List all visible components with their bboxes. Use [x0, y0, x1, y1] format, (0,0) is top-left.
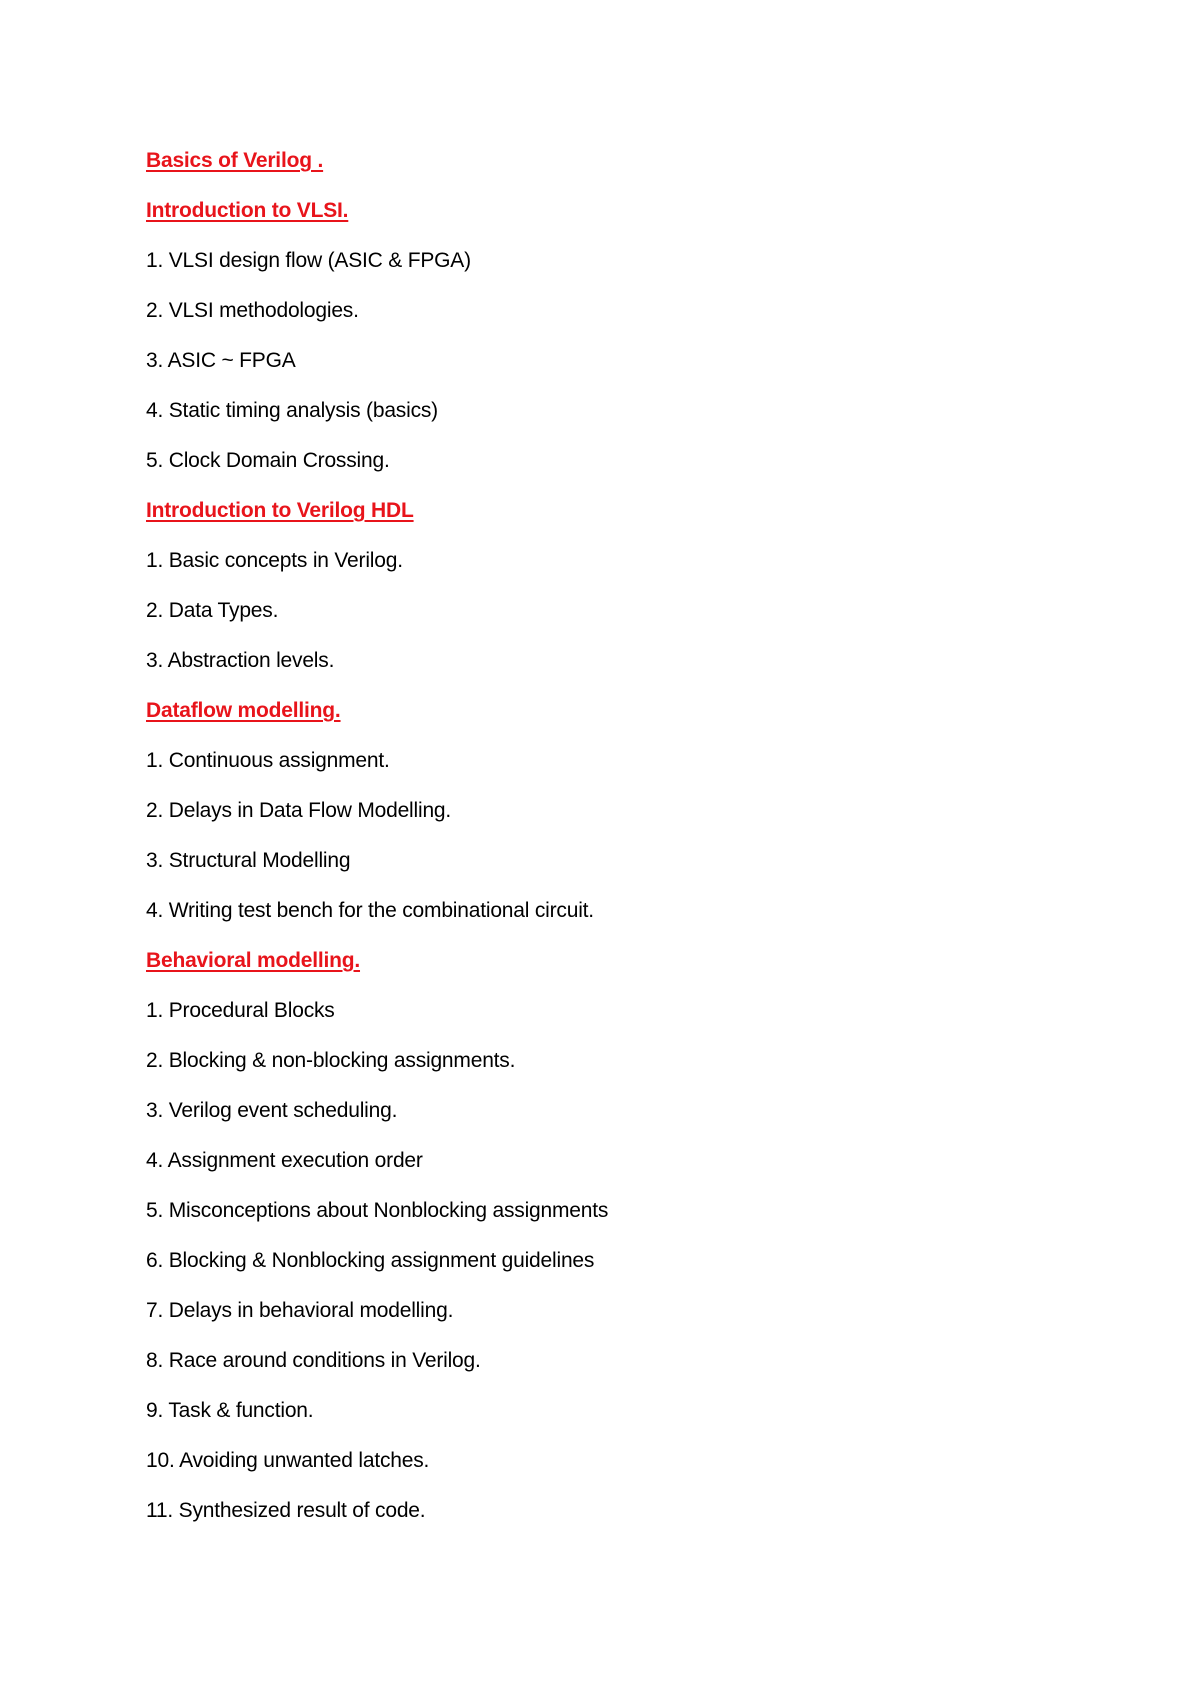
list-item: 11. Synthesized result of code.	[146, 1499, 426, 1522]
document-body	[146, 145, 1106, 1545]
list-item: 2. Delays in Data Flow Modelling.	[146, 799, 452, 822]
list-item: 2. Blocking & non-blocking assignments.	[146, 1049, 516, 1072]
section-heading-behavioral: Behavioral modelling.	[146, 949, 361, 972]
list-item: 8. Race around conditions in Verilog.	[146, 1349, 481, 1372]
list-item: 10. Avoiding unwanted latches.	[146, 1449, 430, 1472]
list-item: 1. Procedural Blocks	[146, 999, 335, 1022]
section-heading-dataflow: Dataflow modelling.	[146, 699, 341, 722]
list-item: 9. Task & function.	[146, 1399, 314, 1422]
list-item: 1. Basic concepts in Verilog.	[146, 549, 403, 572]
list-item: 2. Data Types.	[146, 599, 279, 622]
section-heading-verilog-hdl: Introduction to Verilog HDL	[146, 499, 414, 522]
list-item: 5. Misconceptions about Nonblocking assignments	[146, 1199, 609, 1222]
list-item: 3. ASIC ~ FPGA	[146, 349, 296, 372]
list-item: 6. Blocking & Nonblocking assignment guidelines	[146, 1249, 595, 1272]
list-item: 3. Verilog event scheduling.	[146, 1099, 398, 1122]
list-item: 4. Static timing analysis (basics)	[146, 399, 438, 422]
list-item: 7. Delays in behavioral modelling.	[146, 1299, 454, 1322]
list-item: 2. VLSI methodologies.	[146, 299, 359, 322]
list-item: 1. VLSI design flow (ASIC & FPGA)	[146, 249, 471, 272]
list-item: 5. Clock Domain Crossing.	[146, 449, 390, 472]
list-item: 1. Continuous assignment.	[146, 749, 390, 772]
list-item: 3. Structural Modelling	[146, 849, 351, 872]
list-item: 4. Assignment execution order	[146, 1149, 423, 1172]
list-item: 4. Writing test bench for the combinational circuit.	[146, 899, 594, 922]
section-heading-vlsi: Introduction to VLSI.	[146, 199, 349, 222]
list-item: 3. Abstraction levels.	[146, 649, 335, 672]
document-title: Basics of Verilog .	[146, 149, 324, 172]
